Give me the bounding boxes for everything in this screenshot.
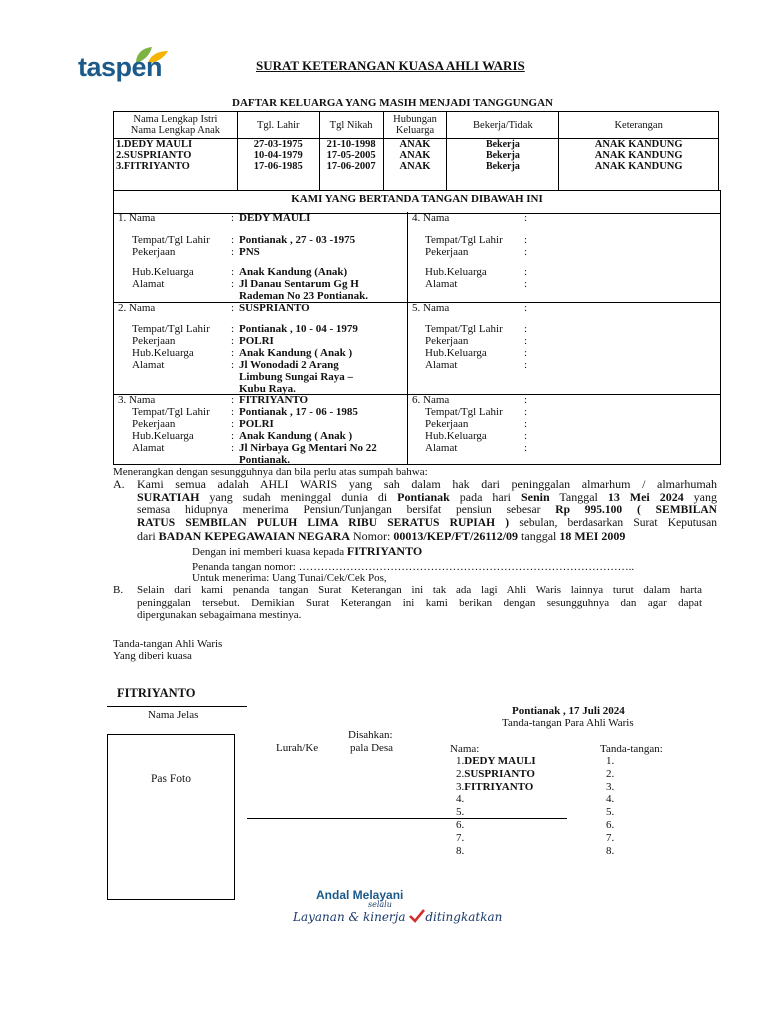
list-item: 3.FITRIYANTO [456, 780, 534, 793]
checkmark-icon [409, 909, 425, 923]
cell-note: ANAK KANDUNG [594, 139, 683, 150]
family-table [113, 111, 719, 191]
table-header-row [114, 112, 719, 139]
list-item: 1.DEDY MAULI [456, 755, 536, 767]
list-item: 2.SUSPRIANTO [456, 767, 535, 780]
authorized-name: FITRIYANTO [117, 686, 196, 700]
col-dob: Tgl. Lahir [237, 112, 319, 139]
statement-intro: Menerangkan dengan sesungguhnya dan bila perlu atas sumpah bahwa: [113, 466, 428, 478]
signer-3-name: FITRIYANTO [239, 394, 309, 406]
penanda-tangan-line: Penanda tangan nomor: ……………………………………………………………………………….. [192, 561, 635, 573]
pas-foto-box: Pas Foto [107, 734, 235, 900]
cell-married: 21-10-1998 [326, 139, 376, 150]
heir-name-list [456, 755, 536, 857]
kuasa-line: Dengan ini memberi kuasa kepada FITRIYANTO [192, 544, 423, 558]
heir-signature-list: 1. 2. 3. 4. 5. 6. 7. 8. [606, 755, 615, 857]
signer-block-1 [113, 212, 721, 303]
col-work: Bekerja/Tidak [447, 112, 559, 139]
list-item: 7. [456, 831, 465, 844]
paragraph-b: Selain dari kami penanda tangan Surat Keterangan ini tak ada lagi Ahli Waris lainnya turut dalam harta peninggalan tersebut. Demikian Surat Keterangan ini kami berikan dengan sesungguhnya dan agar dapat dipergunakan sebagaimana mestinya. [137, 584, 702, 621]
signer-2-name: SUSPRIANTO [239, 302, 310, 314]
nama-jelas-label: Nama Jelas [148, 709, 199, 721]
cell-work: Bekerja [485, 139, 520, 150]
signer-1-name: DEDY MAULI [239, 212, 311, 224]
signers-heading-box [113, 190, 721, 214]
cell-dob: 27-03-1975 [253, 139, 303, 150]
paragraph-a: Kami semua adalah AHLI WARIS yang sah dalam hak dari peninggalan almarhum / almarhumah SURATIAH yang sudah meninggal dunia di Pontianak pada hari Senin Tanggal 13 Mei 2024 yang semasa hidupnya menerima Pensiun/Tunjangan bersifat pensiun sebesar Rp 995.100 ( SEMBILAN RATUS SEMBILAN PULUH LIMA RIBU SERATUS RUPIAH ) sebulan, berdasarkan Surat Keputusan dari BADAN KEPEGAWAIAN NEGARA Nomor: 00013/KEP/FT/26112/09 tanggal 18 MEI 2009 [137, 477, 717, 543]
list-item: 6. [456, 818, 465, 831]
col-married: Tgl Nikah [319, 112, 383, 139]
col-relation: Hubungan Keluarga [383, 112, 447, 139]
document-title: SURAT KETERANGAN KUASA AHLI WARIS [256, 58, 525, 73]
col-note: Keterangan [559, 112, 719, 139]
col-name: Nama Lengkap Istri Nama Lengkap Anak [114, 112, 238, 139]
list-item: 8. [456, 844, 465, 857]
signer-divider [407, 212, 408, 464]
lurah-label: Lurah/Ke [276, 742, 319, 754]
signers-heading: KAMI YANG BERTANDA TANGAN DIBAWAH INI [291, 193, 543, 205]
logo-text: taspen [78, 52, 163, 82]
untuk-menerima-line: Untuk menerima: Uang Tunai/Cek/Cek Pos, [192, 572, 387, 584]
signer-block-2 [113, 302, 721, 395]
signature-line [107, 706, 247, 707]
cell-name: 1.DEDY MAULI [116, 139, 193, 150]
slogan-title: Andal Melayani [316, 888, 404, 902]
cell-relation: ANAK [399, 139, 431, 150]
slogan-tagline: Layanan & kinerja ditingkatkan [293, 910, 503, 924]
list-item: 5. [456, 806, 465, 819]
taspen-logo [78, 46, 170, 86]
place-date: Pontianak , 17 Juli 2024 [512, 705, 625, 717]
table-row: 1.DEDY MAULI 2.SUSPRIANTO 3.FITRIYANTO 27-03-1975 10-04-1979 17-06-1985 21-10-1998 17-05-2005 17-06-2007 ANAK ANAK ANAK Bekerja Bekerja Bekerja ANAK KANDUNG ANAK KANDUNG ANAK KANDUNG [114, 139, 719, 191]
list-item: 4. [456, 793, 465, 806]
family-list-title: DAFTAR KELUARGA YANG MASIH MENJADI TANGGUNGAN [232, 97, 553, 109]
